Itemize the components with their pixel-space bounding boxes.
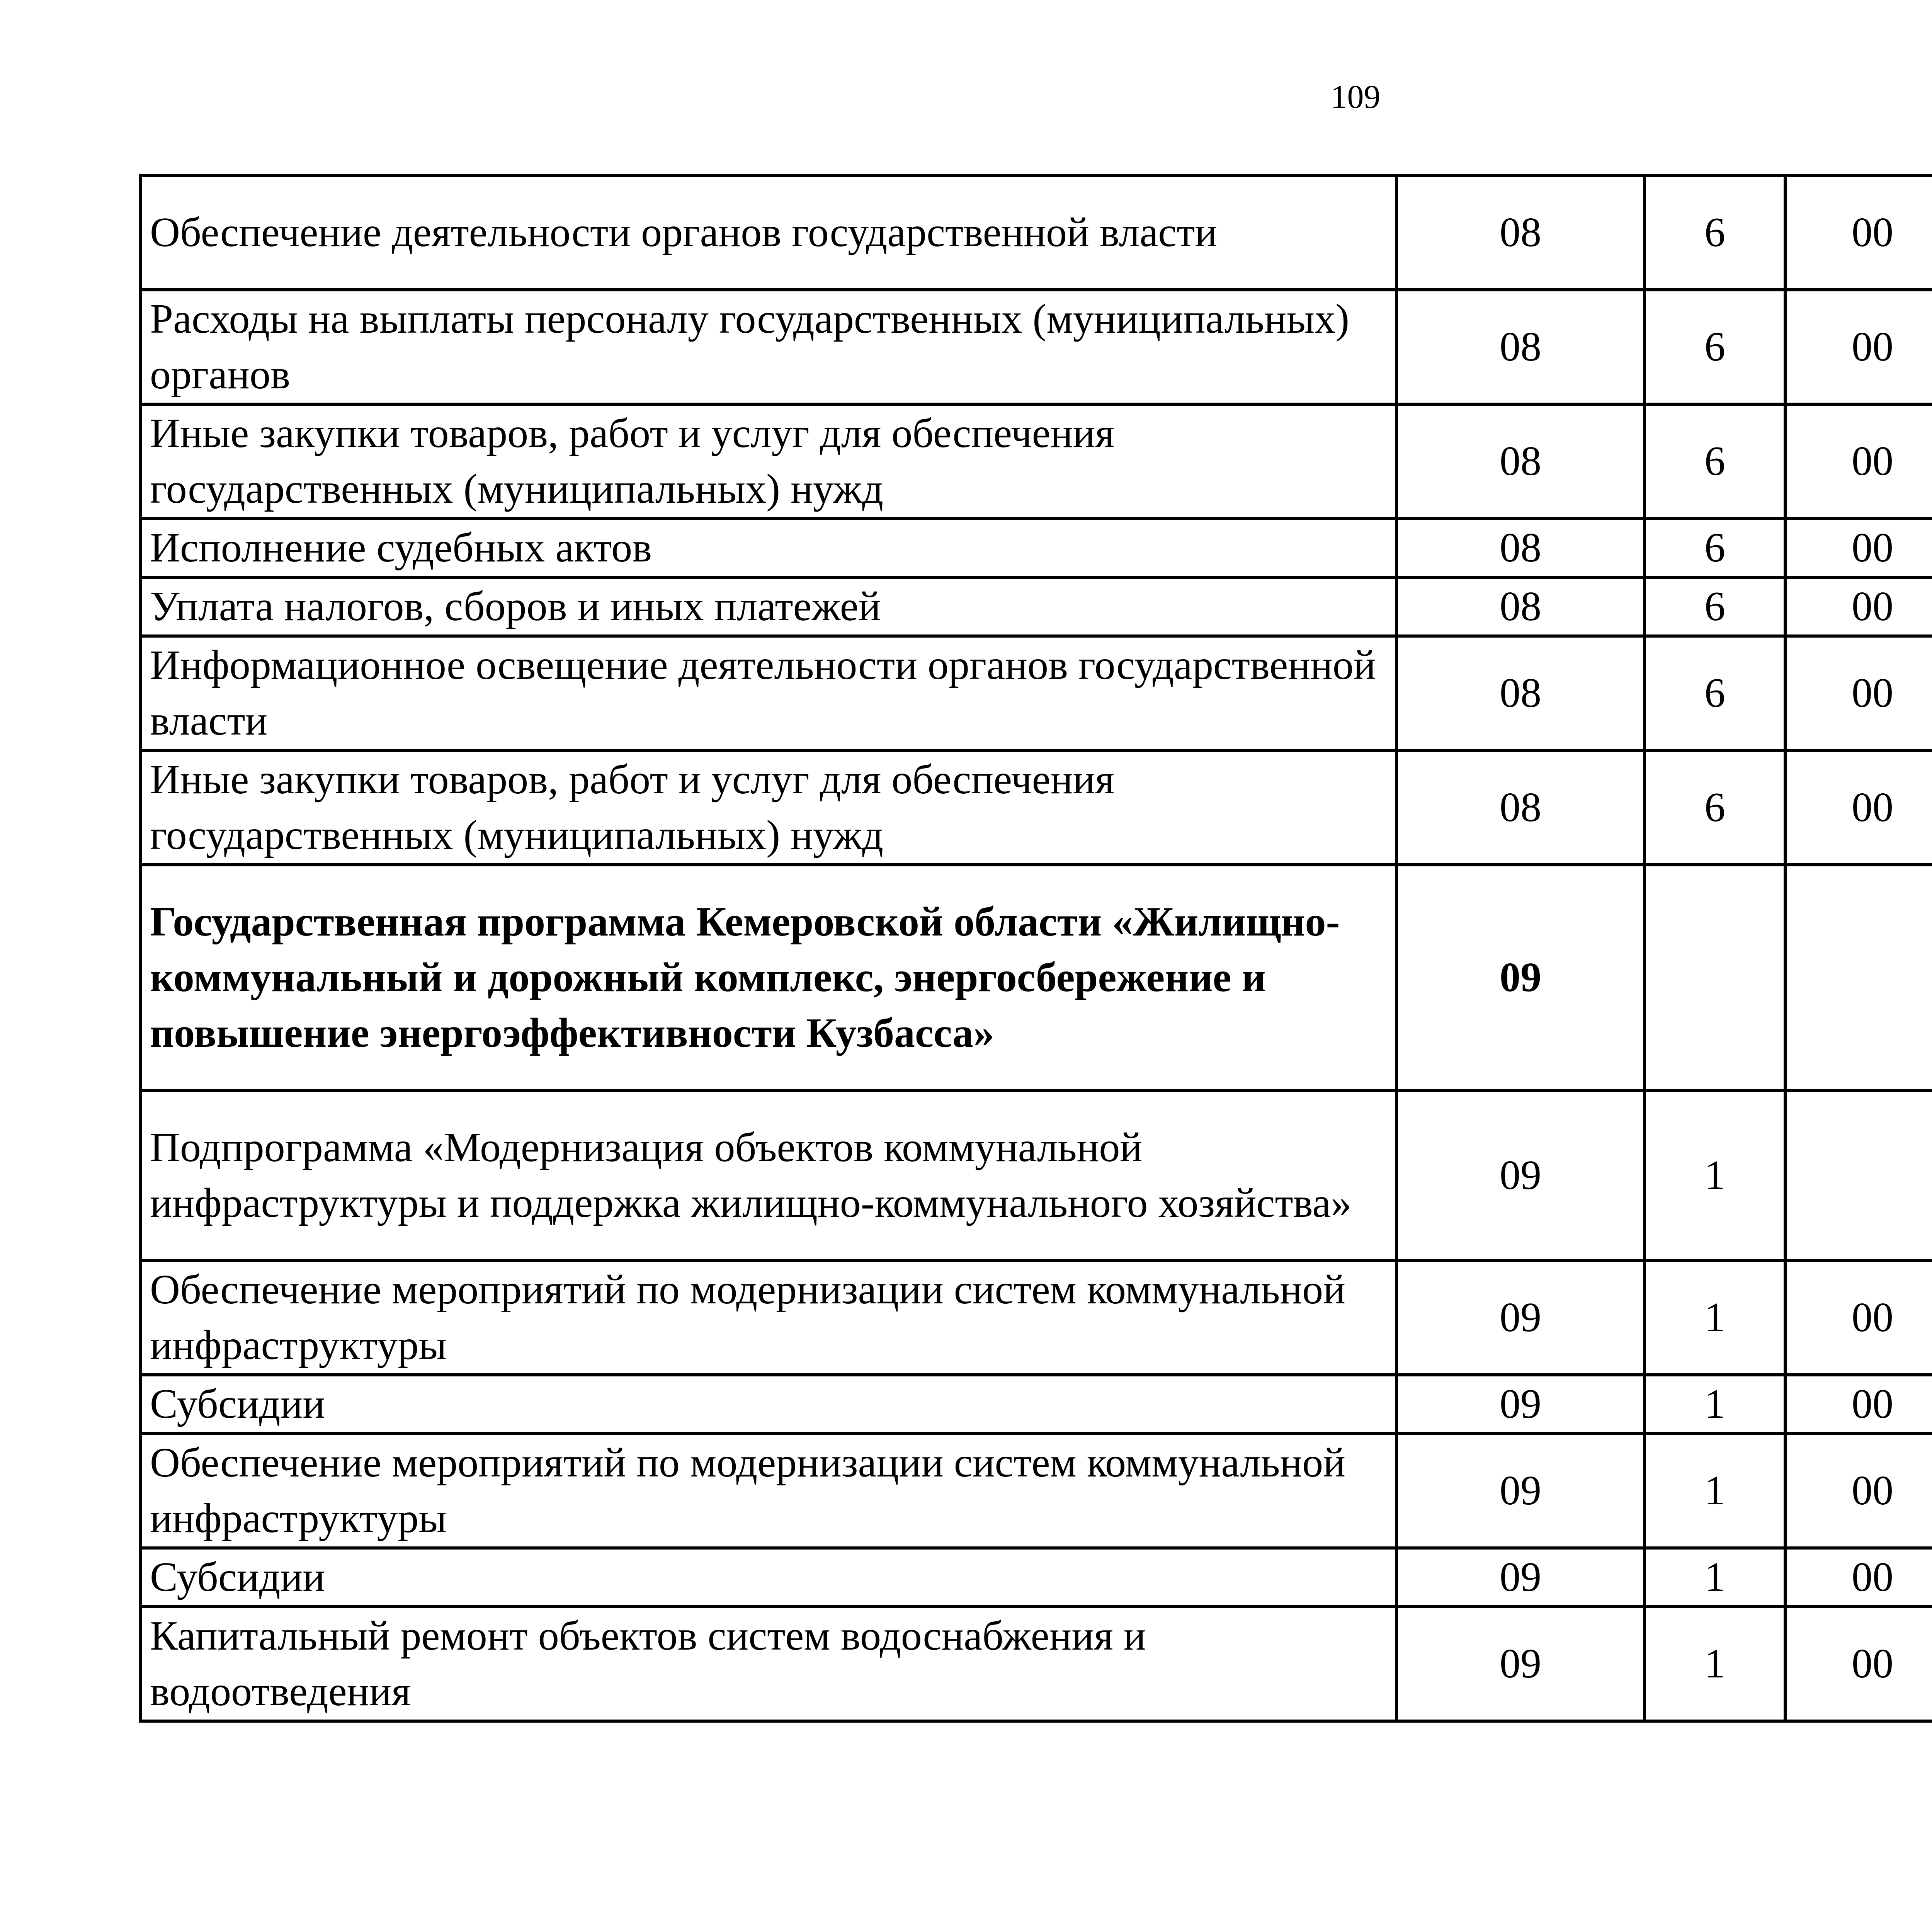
- row-code-1: 09: [1396, 1607, 1645, 1721]
- row-code-1: 08: [1396, 404, 1645, 519]
- row-code-2: 1: [1645, 1260, 1785, 1375]
- row-code-1: 08: [1396, 577, 1645, 636]
- table-row: [141, 519, 1932, 577]
- row-description: Государственная программа Кемеровской области «Жилищно-коммунальный и дорожный комплекс, энергосбережение и повышение энергоэффективности Кузбасса»: [141, 865, 1396, 1090]
- row-description: Капитальный ремонт объектов систем водоснабжения и водоотведения: [141, 1607, 1396, 1721]
- table-row: [141, 1607, 1932, 1721]
- table-row-program: [141, 865, 1932, 1090]
- row-code-1: 09: [1396, 865, 1645, 1090]
- table-row: [141, 750, 1932, 865]
- row-code-2: 6: [1645, 577, 1785, 636]
- row-code-1: 08: [1396, 290, 1645, 404]
- row-code-1: 09: [1396, 1090, 1645, 1260]
- row-code-1: 08: [1396, 636, 1645, 750]
- row-code-2: [1645, 865, 1785, 1090]
- row-description: Информационное освещение деятельности органов государственной власти: [141, 636, 1396, 750]
- row-code-1: 08: [1396, 175, 1645, 290]
- row-code-3: 00: [1785, 290, 1932, 404]
- row-code-3: 00: [1785, 1375, 1932, 1434]
- row-description: Обеспечение деятельности органов государственной власти: [141, 175, 1396, 290]
- table-row: [141, 1375, 1932, 1434]
- row-code-1: 09: [1396, 1434, 1645, 1548]
- row-description: Субсидии: [141, 1548, 1396, 1607]
- table-row: [141, 404, 1932, 519]
- row-code-1: 09: [1396, 1548, 1645, 1607]
- row-code-3: 00: [1785, 175, 1932, 290]
- row-code-2: 6: [1645, 175, 1785, 290]
- row-code-3: 00: [1785, 404, 1932, 519]
- row-description: Субсидии: [141, 1375, 1396, 1434]
- row-code-2: 1: [1645, 1090, 1785, 1260]
- row-description: Расходы на выплаты персоналу государственных (муниципальных) органов: [141, 290, 1396, 404]
- table-row: [141, 1260, 1932, 1375]
- row-code-2: 6: [1645, 290, 1785, 404]
- row-description: Обеспечение мероприятий по модернизации систем коммунальной инфраструктуры: [141, 1260, 1396, 1375]
- row-code-3: [1785, 1090, 1932, 1260]
- row-code-1: 08: [1396, 750, 1645, 865]
- row-code-3: 00: [1785, 519, 1932, 577]
- row-code-3: 00: [1785, 750, 1932, 865]
- row-code-3: 00: [1785, 1260, 1932, 1375]
- row-code-2: 6: [1645, 404, 1785, 519]
- row-description: Обеспечение мероприятий по модернизации систем коммунальной инфраструктуры: [141, 1434, 1396, 1548]
- row-code-3: [1785, 865, 1932, 1090]
- row-code-3: 00: [1785, 1607, 1932, 1721]
- row-description: Уплата налогов, сборов и иных платежей: [141, 577, 1396, 636]
- row-code-1: 08: [1396, 519, 1645, 577]
- row-code-3: 00: [1785, 577, 1932, 636]
- table-row: [141, 1090, 1932, 1260]
- table-row: [141, 1548, 1932, 1607]
- row-code-1: 09: [1396, 1375, 1645, 1434]
- row-code-2: 1: [1645, 1548, 1785, 1607]
- row-code-3: 00: [1785, 636, 1932, 750]
- row-code-2: 1: [1645, 1434, 1785, 1548]
- row-code-2: 6: [1645, 519, 1785, 577]
- table-row: [141, 1434, 1932, 1548]
- table-row: [141, 636, 1932, 750]
- row-code-3: 00: [1785, 1434, 1932, 1548]
- row-code-2: 1: [1645, 1607, 1785, 1721]
- page-number: 109: [1330, 78, 1381, 115]
- table-row: [141, 175, 1932, 290]
- row-code-2: 6: [1645, 636, 1785, 750]
- row-description: Подпрограмма «Модернизация объектов коммунальной инфраструктуры и поддержка жилищно-коммунального хозяйства»: [141, 1090, 1396, 1260]
- row-code-3: 00: [1785, 1548, 1932, 1607]
- row-code-1: 09: [1396, 1260, 1645, 1375]
- table-row: [141, 577, 1932, 636]
- row-description: Иные закупки товаров, работ и услуг для обеспечения государственных (муниципальных) нужд: [141, 750, 1396, 865]
- row-code-2: 6: [1645, 750, 1785, 865]
- row-code-2: 1: [1645, 1375, 1785, 1434]
- budget-table: [139, 174, 1932, 1723]
- table-row: [141, 290, 1932, 404]
- row-description: Исполнение судебных актов: [141, 519, 1396, 577]
- row-description: Иные закупки товаров, работ и услуг для обеспечения государственных (муниципальных) нужд: [141, 404, 1396, 519]
